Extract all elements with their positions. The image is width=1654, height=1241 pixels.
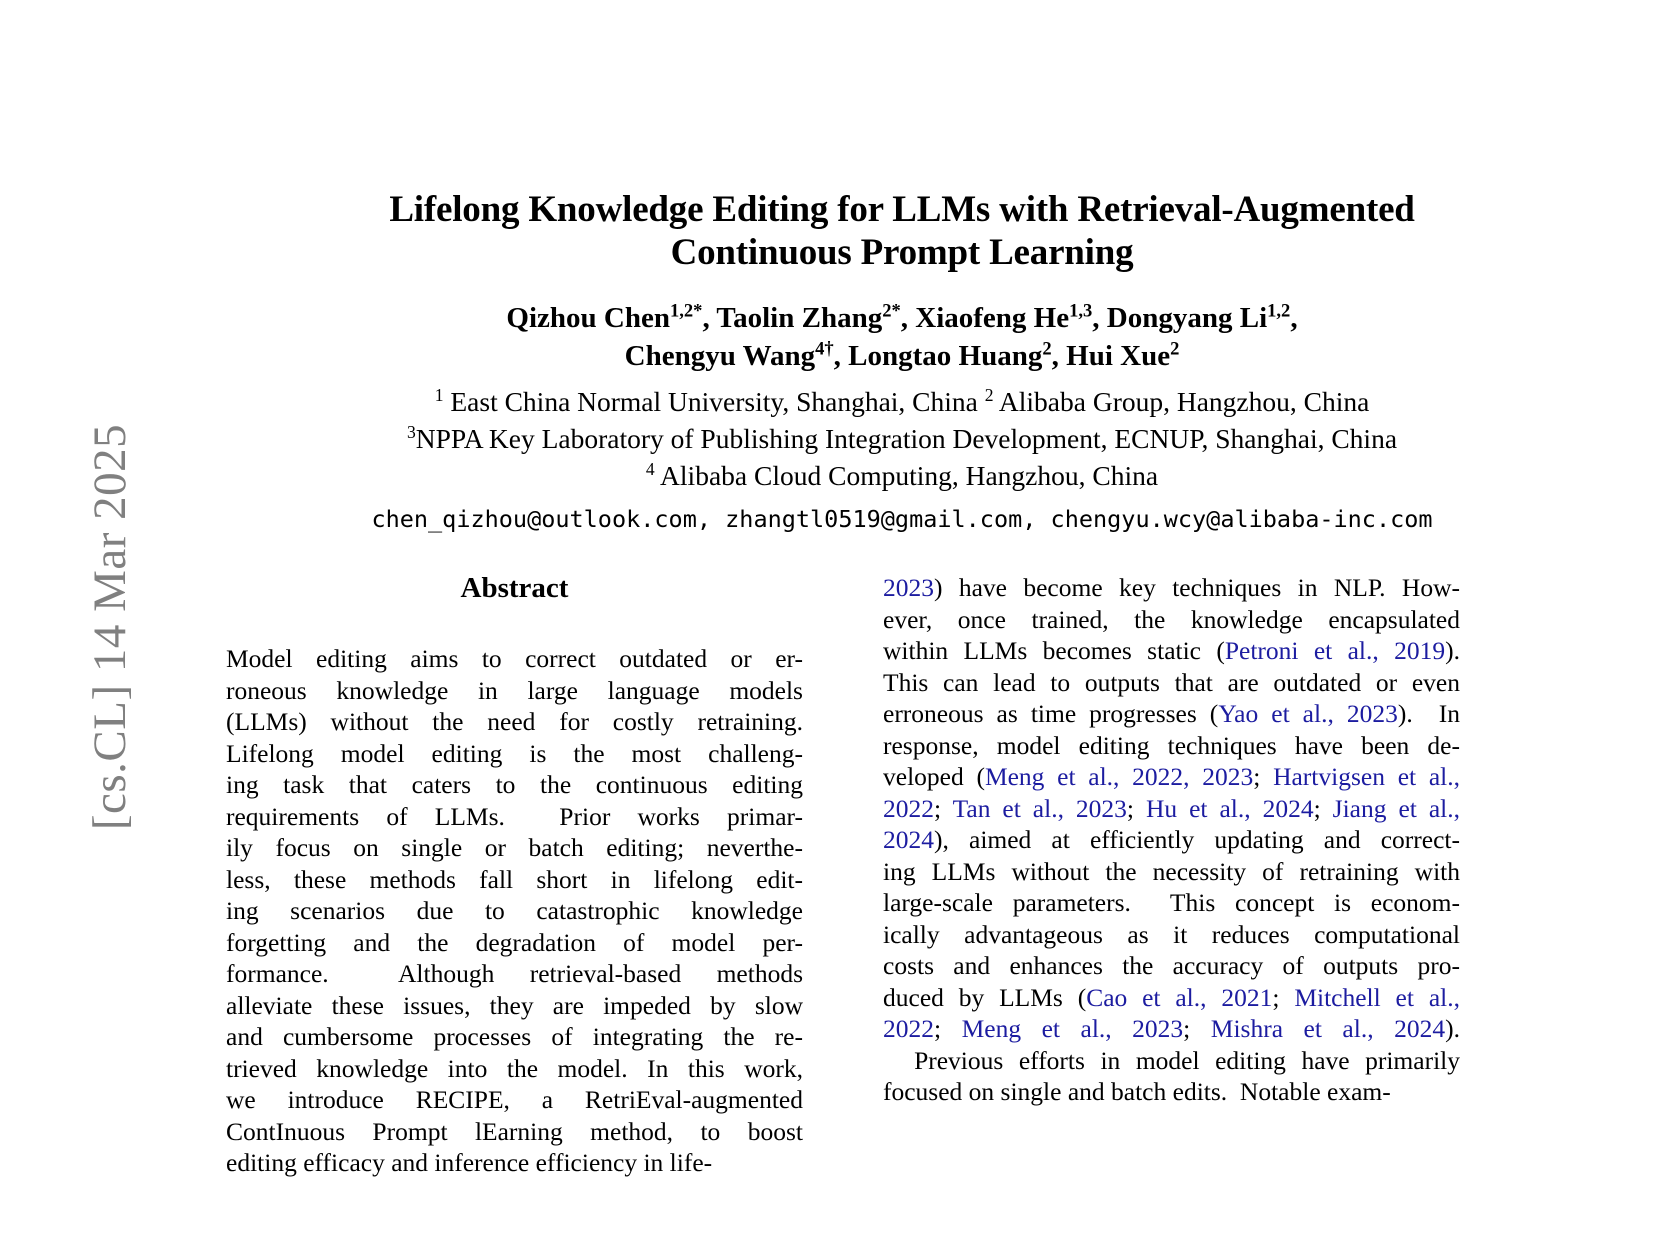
affiliation-marker-2: 2 [984, 384, 994, 405]
abstract-heading: Abstract [460, 572, 569, 604]
abstract-line: trieved knowledge into the model. In this work, [226, 1053, 803, 1083]
paper-page [150, 0, 1654, 1241]
author-emails: chen_qizhou@outlook.com, zhangtl0519@gmail.com, chengyu.wcy@alibaba-inc.com [371, 505, 1433, 533]
body-text-run: ). [1445, 1014, 1460, 1043]
body-line [883, 856, 1460, 888]
body-text-run: ), aimed at efficiently updating and correct- [934, 825, 1460, 854]
author-chengyu-wang-affil: 4† [815, 338, 834, 360]
body-line [883, 1076, 1460, 1108]
author-qizhou-chen: Qizhou Chen [506, 302, 670, 334]
abstract-body [226, 643, 803, 1179]
abstract-line: less, these methods fall short in lifelong edit- [226, 864, 803, 894]
body-text-run: erroneous as time progresses ( [883, 699, 1219, 728]
body-text-run: ; [934, 1014, 962, 1043]
body-line [883, 730, 1460, 762]
body-line [883, 761, 1460, 793]
body-text-run: ically advantageous as it reduces computational [883, 919, 1460, 949]
body-line [883, 887, 1460, 919]
body-text-run: large-scale parameters. This concept is econom- [883, 888, 1460, 917]
title-line-1: Lifelong Knowledge Editing for LLMs with Retrieval-Augmented [389, 189, 1415, 230]
body-line [883, 950, 1460, 982]
author-longtao-huang-affil: 2 [1042, 338, 1052, 360]
body-text-run: ). [1445, 636, 1460, 665]
body-text-run: ever, once trained, the knowledge encapsulated [883, 604, 1460, 634]
abstract-line: forgetting and the degradation of model per- [226, 927, 803, 957]
body-text-run: ; [1183, 1014, 1211, 1043]
author-xiaofeng-he: , Xiaofeng He [900, 302, 1070, 334]
abstract-line: Model editing aims to correct outdated or er- [226, 644, 803, 673]
body-line [883, 667, 1460, 699]
citation-link[interactable]: 2023 [883, 573, 934, 602]
abstract-line: ing scenarios due to catastrophic knowledge [226, 896, 803, 925]
body-text-run: veloped ( [883, 762, 985, 791]
citation-link[interactable]: Hartvigsen et al., [1273, 762, 1460, 791]
abstract-line: we introduce RECIPE, a RetriEval-augmented [226, 1085, 803, 1114]
affiliation-list [150, 383, 1654, 494]
body-line [883, 982, 1460, 1014]
body-text-run: ; [1313, 793, 1333, 823]
body-text-run: costs and enhances the accuracy of outputs pro- [883, 951, 1460, 980]
body-line [883, 698, 1460, 730]
abstract-line: ing task that caters to the continuous editing [226, 770, 803, 799]
abstract-line: ily focus on single or batch editing; neverthe- [226, 833, 803, 862]
abstract-line: requirements of LLMs. Prior works primar- [226, 801, 803, 831]
body-text-run: focused on single and batch edits. Notable exam- [883, 1077, 1391, 1106]
body-line [883, 824, 1460, 856]
body-line [883, 919, 1460, 951]
author-longtao-huang: , Longtao Huang [833, 340, 1043, 372]
affiliation-line-3 [150, 457, 1654, 494]
abstract-line: roneous knowledge in large language models [226, 675, 803, 705]
body-text-run: within LLMs becomes static ( [883, 636, 1225, 665]
citation-link[interactable]: Tan et al., 2023 [952, 793, 1127, 823]
abstract-line: ContInuous Prompt lEarning method, to boost [226, 1116, 803, 1146]
left-column [226, 572, 803, 1179]
body-line [883, 635, 1460, 667]
title-block [150, 0, 1654, 534]
introduction-body [883, 572, 1460, 1108]
citation-link[interactable]: Jiang et al., [1332, 793, 1460, 823]
author-chengyu-wang: Chengyu Wang [624, 340, 816, 372]
title-line-2: Continuous Prompt Learning [670, 232, 1134, 273]
author-line-2 [150, 337, 1654, 375]
page-title [342, 188, 1462, 274]
abstract-line: (LLMs) without the need for costly retraining. [226, 707, 803, 736]
body-text-run: ; [1272, 982, 1295, 1012]
body-line [883, 604, 1460, 636]
citation-link[interactable]: Mitchell et al., [1294, 982, 1460, 1012]
citation-link[interactable]: 2024 [883, 825, 934, 854]
citation-link[interactable]: 2022 [883, 793, 934, 823]
citation-link[interactable]: 2022 [883, 1014, 934, 1043]
affiliation-ecnu: East China Normal University, Shanghai, China [443, 386, 985, 417]
body-text-run: ; [1126, 793, 1146, 823]
affiliation-marker-4: 4 [645, 458, 655, 479]
abstract-line: editing efficacy and inference efficiency in life- [226, 1148, 713, 1177]
author-hui-xue-affil: 2 [1170, 338, 1180, 360]
affiliation-marker-1: 1 [434, 384, 444, 405]
body-text-run: response, model editing techniques have been de- [883, 730, 1460, 760]
body-line [883, 572, 1460, 604]
body-line [883, 1045, 1460, 1077]
affiliation-nppa: NPPA Key Laboratory of Publishing Integration Development, ECNUP, Shanghai, China [415, 423, 1398, 454]
two-column-body [226, 572, 1616, 1179]
abstract-line: and cumbersome processes of integrating the re- [226, 1022, 803, 1051]
author-dongyang-li: , Dongyang Li [1092, 302, 1268, 334]
author-taolin-zhang-affil: 2* [882, 300, 901, 322]
body-text-run: ing LLMs without the necessity of retraining with [883, 856, 1460, 886]
author-line-1-comma: , [1290, 302, 1298, 334]
citation-link[interactable]: Yao et al., 2023 [1218, 699, 1398, 728]
citation-link[interactable]: Petroni et al., 2019 [1224, 636, 1446, 665]
arxiv-margin-stamp [0, 0, 150, 1241]
author-qizhou-chen-affil: 1,2* [669, 300, 703, 322]
author-xiaofeng-he-affil: 1,3 [1069, 300, 1093, 322]
body-text-run: ; [1253, 762, 1274, 791]
abstract-line: Lifelong model editing is the most challeng- [226, 738, 803, 768]
author-hui-xue: , Hui Xue [1051, 340, 1171, 372]
affiliation-line-1 [150, 383, 1654, 420]
author-taolin-zhang: , Taolin Zhang [702, 302, 883, 334]
citation-link[interactable]: Cao et al., 2021 [1086, 982, 1273, 1012]
author-list [150, 299, 1654, 375]
body-line [883, 793, 1460, 825]
arxiv-stamp-text: [cs.CL] 14 Mar 2025 [84, 423, 136, 831]
body-text-run: ) have become key techniques in NLP. How- [934, 573, 1460, 602]
abstract-line: alleviate these issues, they are impeded by slow [226, 990, 803, 1020]
affiliation-line-2 [150, 420, 1654, 457]
body-text-run: Previous efforts in model editing have primarily [883, 1045, 1461, 1075]
body-line [883, 1013, 1460, 1045]
abstract-line: formance. Although retrieval-based methods [226, 959, 803, 988]
affiliation-marker-3: 3 [406, 421, 416, 442]
citation-link[interactable]: Hu et al., 2024 [1145, 793, 1314, 823]
body-text-run: duced by LLMs ( [883, 982, 1087, 1012]
affiliation-alibaba-group: Alibaba Group, Hangzhou, China [993, 386, 1370, 417]
citation-link[interactable]: Mishra et al., 2024 [1210, 1014, 1446, 1043]
citation-link[interactable]: Meng et al., 2022, 2023 [984, 762, 1254, 791]
citation-link[interactable]: Meng et al., 2023 [961, 1014, 1184, 1043]
author-line-1 [150, 299, 1654, 337]
body-text-run: This can lead to outputs that are outdated or even [883, 667, 1460, 697]
body-text-run: ). In [1397, 699, 1460, 728]
author-dongyang-li-affil: 1,2 [1267, 300, 1291, 322]
affiliation-alibaba-cloud: Alibaba Cloud Computing, Hangzhou, China [654, 460, 1159, 491]
right-column [883, 572, 1460, 1179]
body-text-run: ; [934, 793, 953, 823]
